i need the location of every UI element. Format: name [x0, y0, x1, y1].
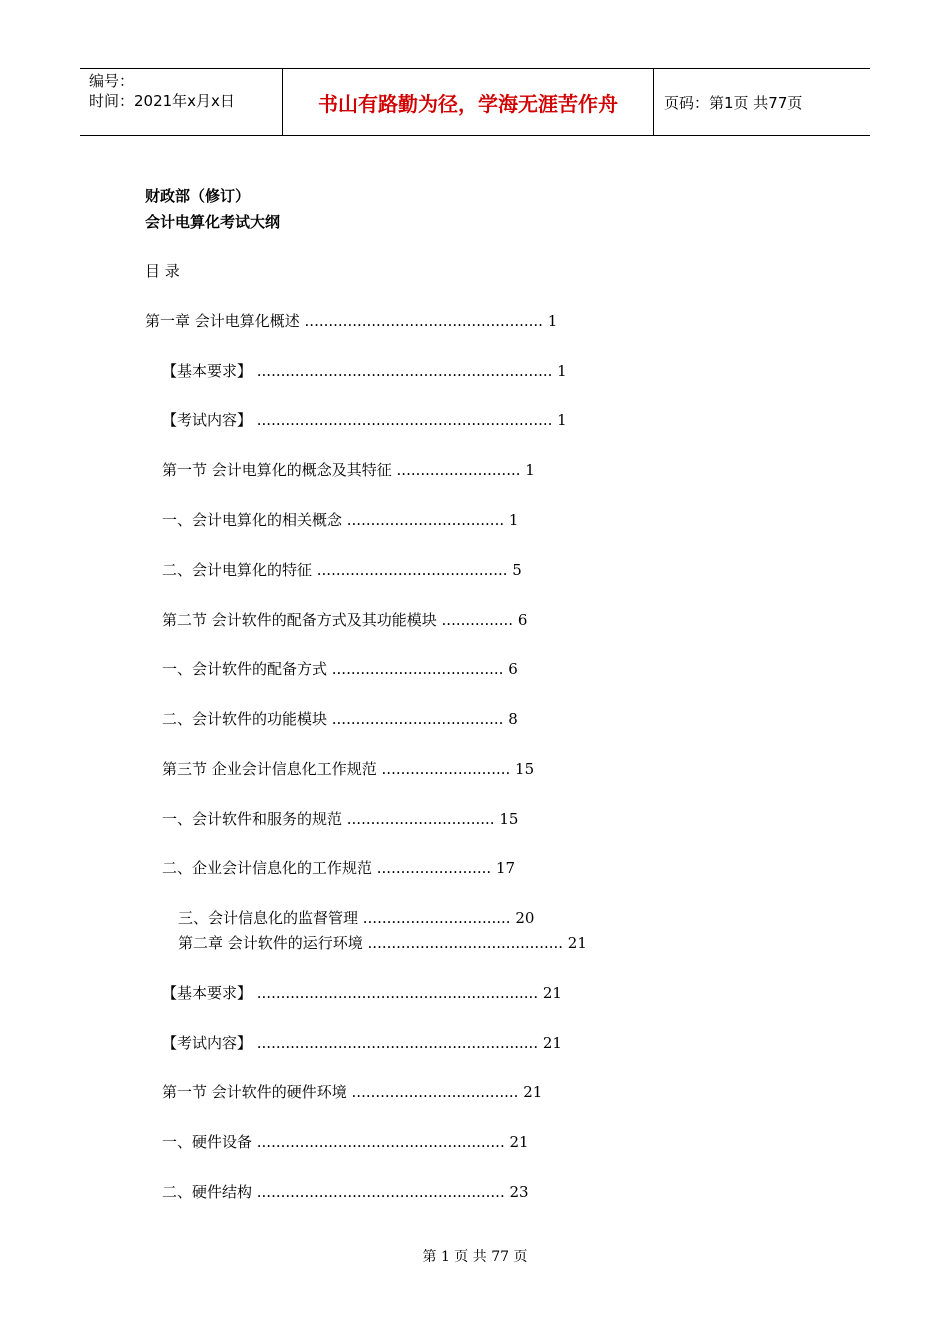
toc-entry[interactable]: 一、会计电算化的相关概念 ................................. 1 [162, 511, 519, 529]
toc-entry[interactable]: 【基本要求】 .............................................................. 1 [162, 362, 567, 380]
toc-entry[interactable]: 二、会计电算化的特征 ........................................ 5 [162, 561, 522, 579]
document-number-label: 编号： [89, 72, 135, 90]
page-header [80, 68, 870, 136]
issuer-line: 财政部（修订） [145, 187, 251, 205]
toc-entry[interactable]: 二、硬件结构 .................................................... 23 [162, 1183, 529, 1201]
toc-entry[interactable]: 第二节 会计软件的配备方式及其功能模块 ............... 6 [162, 611, 528, 629]
toc-entry[interactable]: 【考试内容】 ........................................................... 21 [162, 1034, 562, 1052]
toc-entry[interactable]: 【基本要求】 ........................................................... 21 [162, 984, 562, 1002]
header-left-cell [80, 69, 282, 135]
page-footer: 第 1 页 共 77 页 [422, 1249, 528, 1265]
toc-entry[interactable]: 一、会计软件和服务的规范 ............................... 15 [162, 810, 519, 828]
toc-entry[interactable]: 第一节 会计电算化的概念及其特征 .......................... 1 [162, 461, 535, 479]
toc-entry[interactable]: 【考试内容】 .............................................................. 1 [162, 411, 567, 429]
toc-entry[interactable]: 二、会计软件的功能模块 .................................... 8 [162, 710, 518, 728]
toc-entry[interactable]: 第三节 企业会计信息化工作规范 ........................... 15 [162, 760, 535, 778]
document-time-label: 时间：2021年x月x日 [89, 92, 235, 110]
toc-entry[interactable]: 第一节 会计软件的硬件环境 ................................... 21 [162, 1083, 543, 1101]
toc-entry[interactable]: 二、企业会计信息化的工作规范 ........................ 17 [162, 859, 516, 877]
toc-entry[interactable]: 一、硬件设备 .................................................... 21 [162, 1133, 529, 1151]
document-title: 会计电算化考试大纲 [145, 213, 281, 231]
toc-entry[interactable]: 第一章 会计电算化概述 .................................................. 1 [145, 312, 558, 330]
toc-entry[interactable]: 第二章 会计软件的运行环境 ......................................... 21 [178, 934, 587, 952]
toc-entry[interactable]: 三、会计信息化的监督管理 ............................... 20 [178, 909, 535, 927]
header-page-info: 页码：第1页 共77页 [664, 93, 803, 112]
header-motto: 书山有路勤为径，学海无涯苦作舟 [282, 69, 654, 135]
toc-heading: 目 录 [145, 262, 180, 280]
toc-entry[interactable]: 一、会计软件的配备方式 .................................... 6 [162, 660, 518, 678]
